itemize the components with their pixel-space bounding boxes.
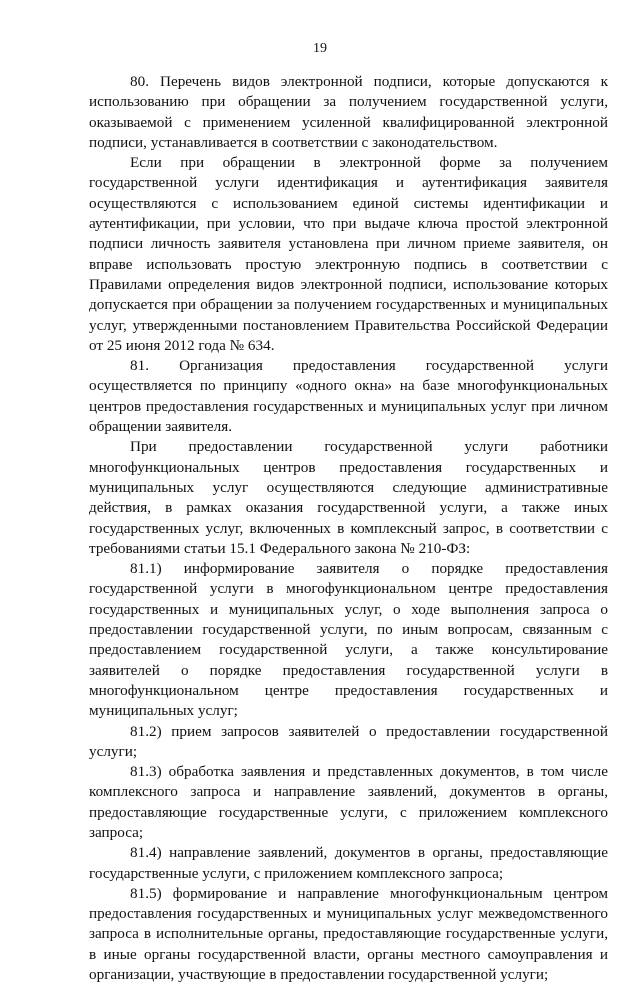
paragraph: Если при обращении в электронной форме за получением государственной услуги идентификация и аутентификация заявителя осуществляются с использованием единой системы идентификации и аутентификации, при условии, что при выдаче ключа простой электронной подписи личность заявителя установлена при личном приеме заявителя, он вправе использовать простую электронную подпись в соответствии с Правилами определения видов электронной подписи, использование которых допускается при обращении за получением государственных и муниципальных услуг, утвержденными постановлением Правительства Российской Федерации от 25 июня 2012 года № 634. [89,154,608,354]
body-text [89,72,608,985]
paragraph: 80. Перечень видов электронной подписи, которые допускаются к использованию при обращении за получением государственной услуги, оказываемой с применением усиленной квалифицированной электронной подписи, устанавливается в соответствии с законодательством. [89,73,608,151]
paragraph: 81. Организация предоставления государственной услуги осуществляется по принципу «одного окна» на базе многофункциональных центров предоставления государственных и муниципальных услуг при личном обращении заявителя. [89,357,608,436]
paragraph: 81.1) информирование заявителя о порядке предоставления государственной услуги в многофункциональном центре предоставления государственных и муниципальных услуг, о ходе выполнения запроса о предоставлении государственной услуги, по иным вопросам, связанным с предоставлением государственной услуги, а также консультирование заявителей о порядке предоставления государственной услуги в многофункциональном центре предоставления государственных и муниципальных услуг; [89,560,608,720]
paragraph: 81.2) прием запросов заявителей о предоставлении государственной услуги; [89,722,608,760]
paragraph: 81.5) формирование и направление многофункциональным центром предоставления государственных и муниципальных услуг межведомственного запроса в исполнительные органы, предоставляющие государственные услуги, в иные органы государственной власти, органы местного самоуправления и организации, участвующие в предоставлении государственной услуги; [89,884,608,984]
paragraph: 81.4) направление заявлений, документов в органы, предоставляющие государственные услуги, с приложением комплексного запроса; [89,844,608,882]
paragraph: 81.3) обработка заявления и представленных документов, в том числе комплексного запроса и направление заявлений, документов в органы, предоставляющие государственные услуги, с приложением комплексного запроса; [89,763,608,841]
page-number: 19 [313,41,327,56]
paragraph: При предоставлении государственной услуги работники многофункциональных центров предоставления государственных и муниципальных услуг осуществляются следующие административные действия, в рамках оказания государственной услуги, а также иных государственных услуг, включенных в комплексный запрос, в соответствии с требованиями статьи 15.1 Федерального закона № 210-ФЗ: [89,438,608,557]
